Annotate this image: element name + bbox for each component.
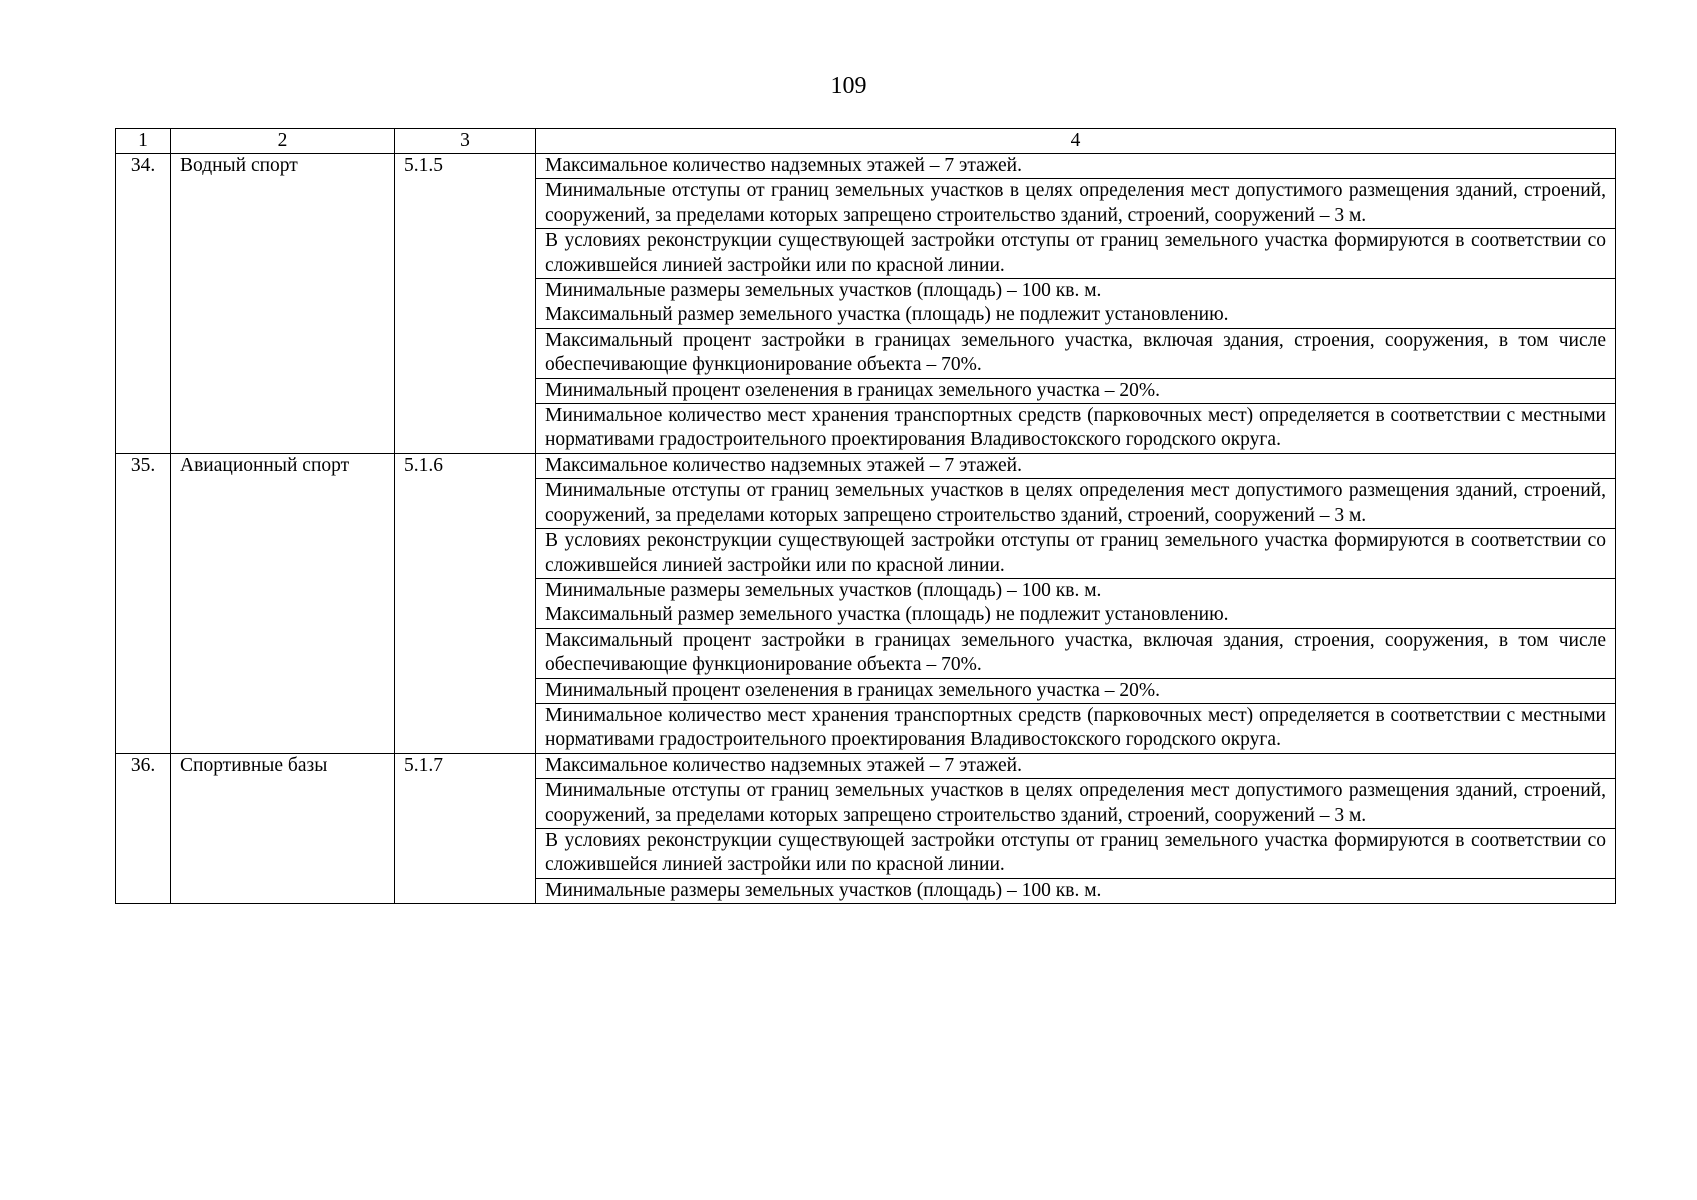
use-type-code: 5.1.6 — [395, 453, 536, 753]
parameter-text: Минимальные размеры земельных участков (площадь) – 100 кв. м. — [545, 579, 1102, 601]
row-number: 35. — [116, 453, 171, 753]
parameter-cell — [536, 703, 1616, 753]
parameter-text: Максимальный процент застройки в границах земельного участка, включая здания, строения, сооружения, в том числе обеспечивающие функционирование объекта – 70%. — [545, 329, 1606, 376]
parameter-cell — [536, 779, 1616, 829]
row-number: 34. — [116, 154, 171, 454]
parameter-cell — [536, 378, 1616, 403]
parameter-cell — [536, 479, 1616, 529]
parameter-text: Минимальные отступы от границ земельных участков в целях определения мест допустимого размещения зданий, строений, сооружений, за пределами которых запрещено строительство зданий, строений, сооружений – 3 м. — [545, 480, 1606, 526]
parameter-text: Минимальные размеры земельных участков (площадь) – 100 кв. м. — [545, 879, 1102, 901]
header-col-3: 3 — [395, 129, 536, 154]
header-col-1: 1 — [116, 129, 171, 154]
parameter-cell — [536, 179, 1616, 229]
parameter-text: Минимальные отступы от границ земельных участков в целях определения мест допустимого размещения зданий, строений, сооружений, за пределами которых запрещено строительство зданий, строений, сооружений – 3 м. — [545, 780, 1606, 826]
parameter-cell — [536, 529, 1616, 579]
parameter-text: В условиях реконструкции существующей застройки отступы от границ земельного участка формируются в соответствии со сложившейся линией застройки или по красной линии. — [545, 530, 1606, 576]
table-row — [116, 753, 1616, 778]
header-col-2: 2 — [171, 129, 395, 154]
use-type-code: 5.1.7 — [395, 753, 536, 903]
parameter-text: Максимальный размер земельного участка (площадь) не подлежит установлению. — [545, 604, 1229, 626]
parameter-text: Минимальное количество мест хранения транспортных средств (парковочных мест) определяется в соответствии с местными нормативами градостроительного проектирования Владивостокского городского округа. — [545, 704, 1606, 751]
parameter-text: Максимальное количество надземных этажей – 7 этажей. — [545, 754, 1022, 776]
parameter-text: В условиях реконструкции существующей застройки отступы от границ земельного участка формируются в соответствии со сложившейся линией застройки или по красной линии. — [545, 230, 1606, 276]
parameter-text: Минимальные отступы от границ земельных участков в целях определения мест допустимого размещения зданий, строений, сооружений, за пределами которых запрещено строительство зданий, строений, сооружений – 3 м. — [545, 180, 1606, 226]
use-type-name: Спортивные базы — [171, 753, 395, 903]
parameter-cell — [536, 878, 1616, 903]
parameter-cell — [536, 828, 1616, 878]
row-number: 36. — [116, 753, 171, 903]
parameter-text: Максимальное количество надземных этажей – 7 этажей. — [545, 454, 1022, 476]
parameter-cell — [536, 154, 1616, 179]
use-type-name: Авиационный спорт — [171, 453, 395, 753]
parameter-cell — [536, 578, 1616, 628]
parameter-text: Максимальный размер земельного участка (площадь) не подлежит установлению. — [545, 304, 1229, 326]
regulations-table — [115, 128, 1616, 904]
parameter-cell — [536, 453, 1616, 478]
table-row — [116, 453, 1616, 478]
parameter-text: Минимальный процент озеленения в границах земельного участка – 20%. — [545, 379, 1161, 401]
parameter-cell — [536, 279, 1616, 329]
header-col-4: 4 — [536, 129, 1616, 154]
table-body — [116, 154, 1616, 904]
parameter-text: Максимальный процент застройки в границах земельного участка, включая здания, строения, сооружения, в том числе обеспечивающие функционирование объекта – 70%. — [545, 629, 1606, 676]
parameter-cell — [536, 404, 1616, 454]
table-row — [116, 154, 1616, 179]
parameter-text: Минимальный процент озеленения в границах земельного участка – 20%. — [545, 679, 1161, 701]
use-type-code: 5.1.5 — [395, 154, 536, 454]
header-row — [116, 129, 1616, 154]
parameter-cell — [536, 753, 1616, 778]
parameter-cell — [536, 229, 1616, 279]
page-number: 109 — [830, 73, 867, 99]
parameter-cell — [536, 628, 1616, 678]
parameter-text: Минимальное количество мест хранения транспортных средств (парковочных мест) определяется в соответствии с местными нормативами градостроительного проектирования Владивостокского городского округа. — [545, 405, 1606, 451]
use-type-name: Водный спорт — [171, 154, 395, 454]
parameter-text: Максимальное количество надземных этажей – 7 этажей. — [545, 155, 1022, 176]
parameter-text: Минимальные размеры земельных участков (площадь) – 100 кв. м. — [545, 280, 1102, 302]
parameter-cell — [536, 328, 1616, 378]
parameter-cell — [536, 678, 1616, 703]
parameter-text: В условиях реконструкции существующей застройки отступы от границ земельного участка формируются в соответствии со сложившейся линией застройки или по красной линии. — [545, 829, 1606, 876]
